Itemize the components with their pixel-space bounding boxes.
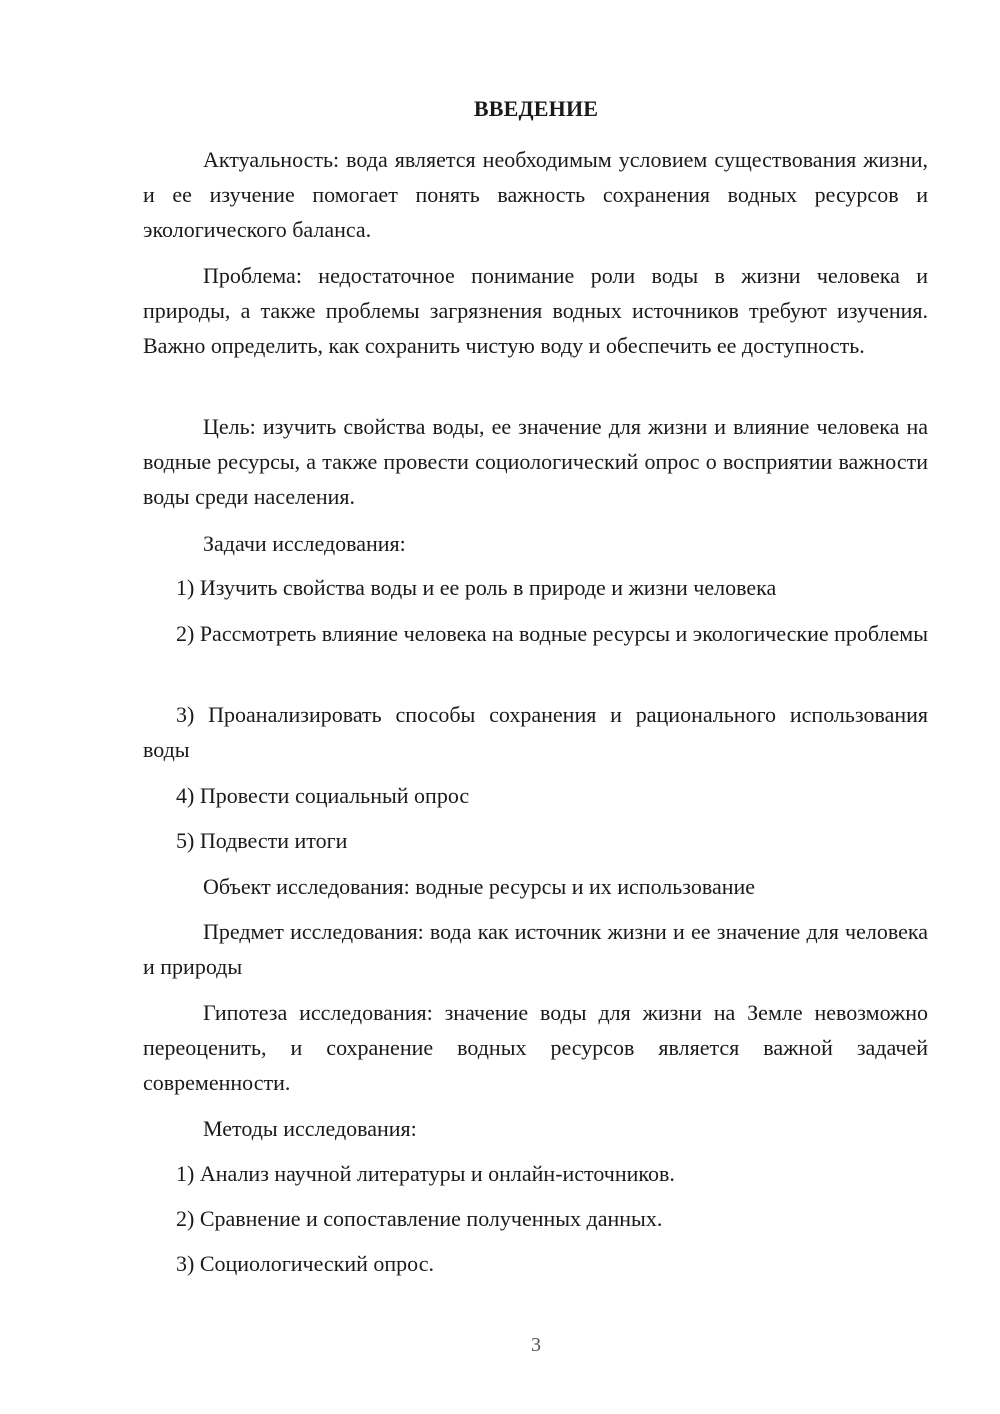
paragraph-hypothesis: Гипотеза исследования: значение воды для жизни на Земле невозможно переоценить, и сохранение водных ресурсов является важной задачей современности. [143, 1000, 928, 1095]
list-item: 5) Подвести итоги [176, 828, 348, 853]
paragraph-subject: Предмет исследования: вода как источник жизни и ее значение для человека и природы [143, 919, 928, 979]
list-item: 3) Социологический опрос. [176, 1251, 434, 1276]
list-item: 1) Изучить свойства воды и ее роль в природе и жизни человека [176, 575, 777, 600]
list-item: 3) Проанализировать способы сохранения и рационального использования воды [143, 702, 928, 762]
list-item: 2) Сравнение и сопоставление полученных данных. [176, 1206, 663, 1231]
list-item: 1) Анализ научной литературы и онлайн-источников. [176, 1161, 675, 1186]
page-number: 3 [531, 1334, 541, 1356]
list-item: 4) Провести социальный опрос [176, 783, 470, 808]
paragraph-methods-heading: Методы исследования: [203, 1116, 417, 1141]
paragraph-relevance: Актуальность: вода является необходимым условием существования жизни, и ее изучение помогает понять важность сохранения водных ресурсов и экологического баланса. [143, 147, 928, 242]
paragraph-goal: Цель: изучить свойства воды, ее значение для жизни и влияние человека на водные ресурсы, а также провести социологический опрос о восприятии важности воды среди населения. [143, 414, 928, 509]
page-title: ВВЕДЕНИЕ [473, 96, 599, 121]
paragraph-tasks-heading: Задачи исследования: [203, 531, 406, 556]
paragraph-object: Объект исследования: водные ресурсы и их использование [203, 874, 756, 899]
list-item: 2) Рассмотреть влияние человека на водные ресурсы и экологические проблемы [176, 621, 929, 646]
paragraph-problem: Проблема: недостаточное понимание роли воды в жизни человека и природы, а также проблемы загрязнения водных источников требуют изучения. Важно определить, как сохранить чистую воду и обеспечить ее доступность. [143, 263, 928, 358]
